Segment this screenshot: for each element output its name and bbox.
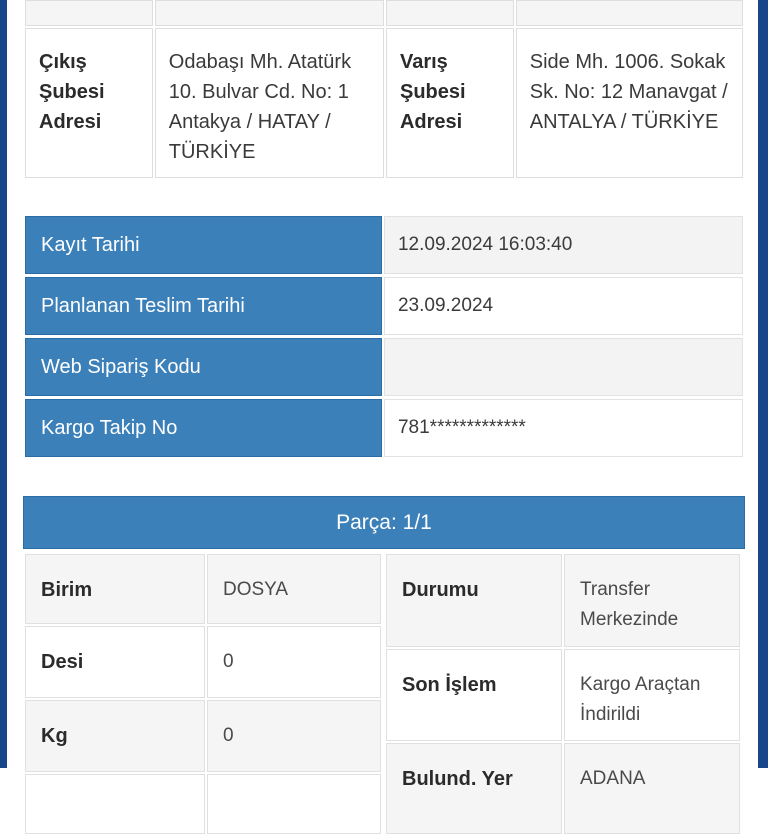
empty-cell	[155, 0, 384, 26]
shipment-info-table	[23, 213, 745, 460]
table-row	[25, 399, 743, 457]
empty-cell	[207, 774, 381, 834]
page-edge-right-bar	[758, 0, 768, 768]
kg-label: Kg	[25, 700, 205, 772]
table-row	[25, 554, 381, 624]
last-operation-label: Son İşlem	[386, 649, 562, 742]
empty-cell	[25, 774, 205, 834]
address-table	[23, 0, 745, 180]
web-order-code-value	[384, 338, 743, 396]
unit-value: DOSYA	[207, 554, 381, 624]
tracking-number-label: Kargo Takip No	[25, 399, 382, 457]
desi-value: 0	[207, 626, 381, 698]
current-location-label: Bulund. Yer	[386, 743, 562, 834]
web-order-code-label: Web Sipariş Kodu	[25, 338, 382, 396]
planned-delivery-date-label: Planlanan Teslim Tarihi	[25, 277, 382, 335]
table-row	[25, 700, 381, 772]
parca-section-header: Parça: 1/1	[23, 496, 745, 549]
kg-value: 0	[207, 700, 381, 772]
table-row	[25, 338, 743, 396]
tracking-detail-page	[23, 0, 745, 836]
departure-branch-address: Odabaşı Mh. Atatürk 10. Bulvar Cd. No: 1 Antakya / HATAY / TÜRKİYE	[155, 28, 384, 178]
arrival-branch-label: Varış Şubesi Adresi	[386, 28, 514, 178]
table-row	[25, 0, 743, 26]
page-edge-left-bar	[0, 0, 7, 768]
last-operation-value: Kargo Araçtan İndirildi	[564, 649, 740, 742]
departure-branch-label: Çıkış Şubesi Adresi	[25, 28, 153, 178]
table-row	[386, 649, 740, 742]
table-row	[25, 774, 381, 834]
status-value: Transfer Merkezinde	[564, 554, 740, 647]
table-row	[25, 216, 743, 274]
table-row	[25, 277, 743, 335]
desi-label: Desi	[25, 626, 205, 698]
empty-cell	[25, 0, 153, 26]
table-row	[386, 554, 740, 647]
record-date-value: 12.09.2024 16:03:40	[384, 216, 743, 274]
arrival-branch-address: Side Mh. 1006. Sokak Sk. No: 12 Manavgat / ANTALYA / TÜRKİYE	[516, 28, 743, 178]
table-row	[25, 28, 743, 178]
current-location-value: ADANA	[564, 743, 740, 834]
empty-cell	[386, 0, 514, 26]
package-measure-table	[23, 552, 383, 836]
status-label: Durumu	[386, 554, 562, 647]
parca-detail-tables	[23, 552, 745, 836]
planned-delivery-date-value: 23.09.2024	[384, 277, 743, 335]
table-row	[386, 743, 740, 834]
tracking-number-value: 781*************	[384, 399, 743, 457]
record-date-label: Kayıt Tarihi	[25, 216, 382, 274]
empty-cell	[516, 0, 743, 26]
table-row	[25, 626, 381, 698]
unit-label: Birim	[25, 554, 205, 624]
package-status-table	[384, 552, 742, 836]
